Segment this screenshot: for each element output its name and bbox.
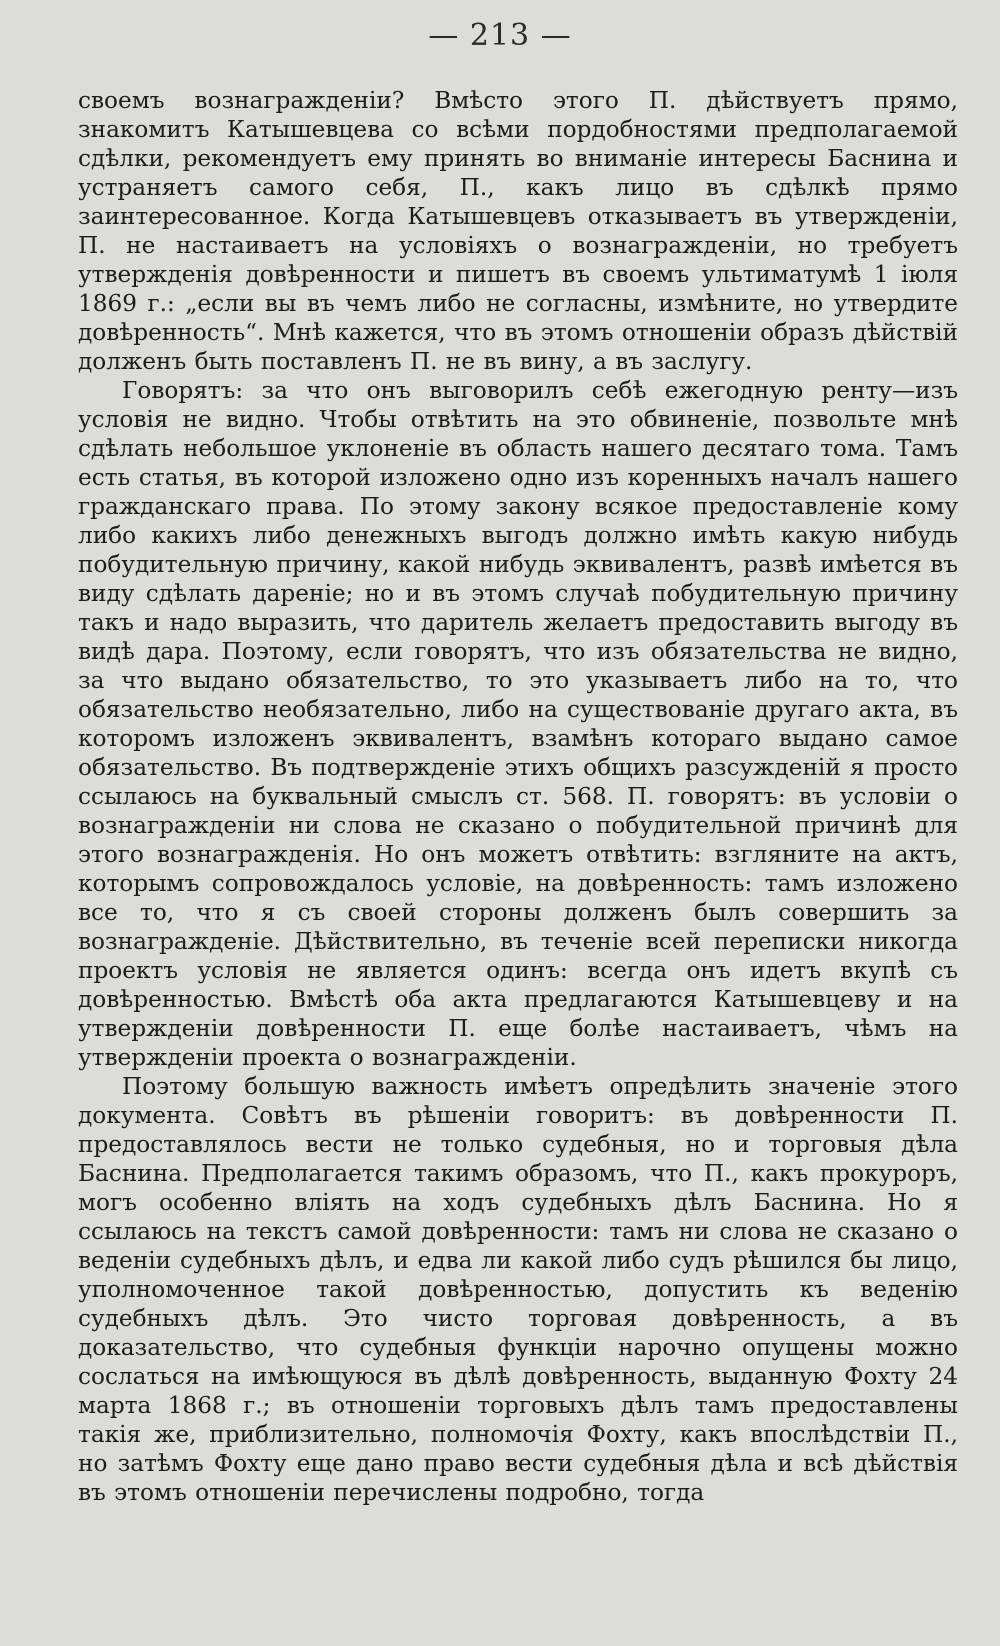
paragraph-3: Поэтому большую важность имѣетъ опредѣлить значеніе этого документа. Совѣтъ въ рѣшеніи говоритъ: въ довѣренности П. предоставлялось вести не только судебныя, но и торговыя дѣла Баснина. Предполагается такимъ образомъ, что П., какъ прокуроръ, могъ особенно вліять на ходъ судебныхъ дѣлъ Баснина. Но я ссылаюсь на текстъ самой довѣренности: тамъ ни слова не сказано о веденіи судебныхъ дѣлъ, и едва ли какой либо судъ рѣшился бы лицо, уполномоченное такой довѣренностью, допустить къ веденію судебныхъ дѣлъ. Это чисто торговая довѣренность, а въ доказательство, что судебныя функціи нарочно опущены можно сослаться на имѣющуюся въ дѣлѣ довѣренность, выданную Фохту 24 марта 1868 г.; въ отношеніи торговыхъ дѣлъ тамъ предоставлены такія же, приблизительно, полномочія Фохту, какъ впослѣдствіи П., но затѣмъ Фохту еще дано право вести судебныя дѣла и всѣ дѣйствія въ этомъ отношеніи перечислены подробно, тогда: [78, 1073, 958, 1506]
paragraph-1: своемъ вознагражденіи? Вмѣсто этого П. дѣйствуетъ прямо, знакомитъ Катышевцева со всѣми пордобностями предполагаемой сдѣлки, рекомендуетъ ему принять во вниманіе интересы Баснина и устраняетъ самого себя, П., какъ лицо въ сдѣлкѣ прямо заинтересованное. Когда Катышевцевъ отказываетъ въ утвержденіи, П. не настаиваетъ на условіяхъ о вознагражденіи, но требуетъ утвержденія довѣренности и пишетъ въ своемъ ультиматумѣ 1 іюля 1869 г.: „если вы въ чемъ либо не согласны, измѣните, но утвердите довѣренность“. Мнѣ кажется, что въ этомъ отношеніи образъ дѣйствій долженъ быть поставленъ П. не въ вину, а въ заслугу.: [78, 87, 958, 375]
page-number: — 213 —: [428, 18, 572, 53]
paragraph-2: Говорятъ: за что онъ выговорилъ себѣ ежегодную ренту—изъ условія не видно. Чтобы отвѣтить на это обвиненіе, позвольте мнѣ сдѣлать небольшое уклоненіе въ область нашего десятаго тома. Тамъ есть статья, въ которой изложено одно изъ коренныхъ началъ нашего гражданскаго права. По этому закону всякое предоставленіе кому либо какихъ либо денежныхъ выгодъ должно имѣть какую нибудь побудительную причину, какой нибудь эквивалентъ, развѣ имѣется въ виду сдѣлать дареніе; но и въ этомъ случаѣ побудительную причину такъ и надо выразить, что даритель желаетъ предоставить выгоду въ видѣ дара. Поэтому, если говорятъ, что изъ обязательства не видно, за что выдано обязательство, то это указываетъ либо на то, что обязательство необязательно, либо на существованіе другаго акта, въ которомъ изложенъ эквивалентъ, взамѣнъ котораго выдано самое обязательство. Въ подтвержденіе этихъ общихъ разсужденій я просто ссылаюсь на буквальный смыслъ ст. 568. П. говорятъ: въ условіи о вознагражденіи ни слова не сказано о побудительной причинѣ для этого вознагражденія. Но онъ можетъ отвѣтить: взгляните на актъ, которымъ сопровождалось условіе, на довѣренность: тамъ изложено все то, что я съ своей стороны долженъ былъ совершить за вознагражденіе. Дѣйствительно, въ теченіе всей переписки никогда проектъ условія не является одинъ: всегда онъ идетъ вкупѣ съ довѣренностью. Вмѣстѣ оба акта предлагаются Катышевцеву и на утвержденіи довѣренности П. еще болѣе настаиваетъ, чѣмъ на утвержденіи проекта о вознагражденіи.: [78, 377, 958, 1071]
body-text: [78, 86, 958, 1507]
